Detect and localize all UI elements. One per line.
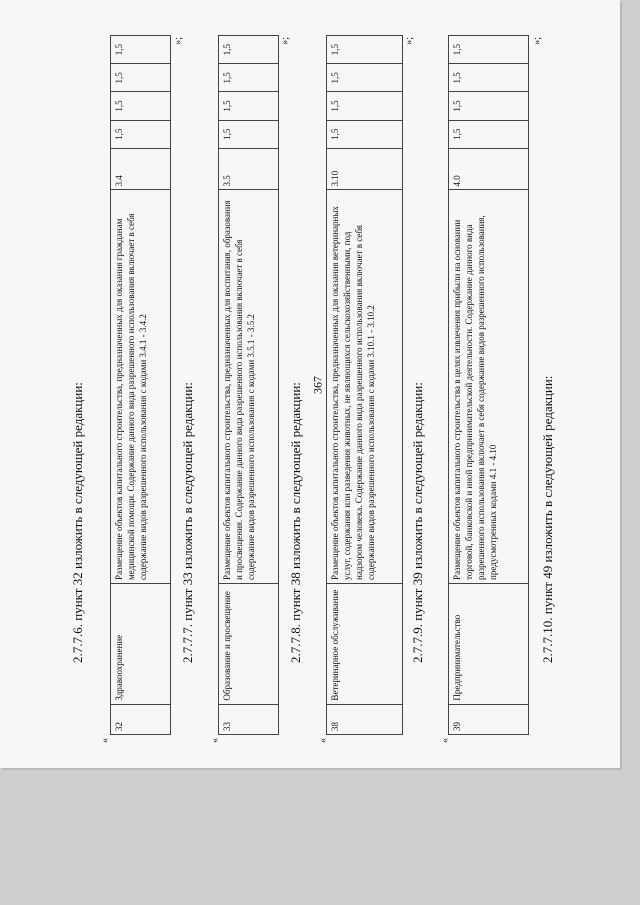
- table-row: [448, 35, 529, 735]
- quote-open: «: [210, 738, 221, 743]
- row-value: 1,5: [111, 92, 171, 120]
- table-row: [110, 35, 171, 735]
- table-row: [326, 35, 403, 735]
- section-heading: 2.7.7.9. пункт 39 изложить в следующей редакции:: [410, 382, 425, 663]
- row-code: 4.0: [449, 148, 529, 190]
- quote-open: «: [100, 738, 111, 743]
- row-value: 1,5: [219, 92, 279, 120]
- section-heading: 2.7.7.10. пункт 49 изложить в следующей редакции:: [540, 375, 555, 663]
- quote-close: »;: [280, 37, 291, 45]
- section-heading: 2.7.7.7. пункт 33 изложить в следующей редакции:: [180, 382, 195, 663]
- row-description: Размещение объектов капитального строительства, предназначенных для оказания гражданам медицинской помощи. Содержание данного вида разрешенного использования включает в себя содержание видов разрешенного использования с кодами 3.4.1 - 3.4.2: [111, 190, 171, 583]
- row-value: 1,5: [327, 92, 403, 120]
- section-heading: 2.7.7.8. пункт 38 изложить в следующей редакции:: [288, 382, 303, 663]
- row-value: 1,5: [449, 92, 529, 120]
- row-value: 1,5: [111, 36, 171, 64]
- row-description: Размещение объектов капитального строительства в целях извлечения прибыли на основании торговой, банковской и иной предпринимательской деятельности. Содержание данного вида разрешенного использования включает в себя содержание видов разрешенного использования, предусмотренных кодами 4.1 - 4.10: [449, 190, 529, 583]
- quote-close: »;: [532, 37, 543, 45]
- row-value: 1,5: [449, 36, 529, 64]
- page-number: 367: [310, 376, 325, 394]
- row-value: 1,5: [111, 64, 171, 92]
- section-heading: 2.7.7.6. пункт 32 изложить в следующей редакции:: [70, 382, 85, 663]
- row-value: 1,5: [219, 64, 279, 92]
- row-number: 32: [111, 704, 171, 734]
- quote-open: «: [440, 738, 451, 743]
- row-value: 1,5: [449, 120, 529, 148]
- row-number: 38: [327, 704, 403, 734]
- row-name: Здравоохранение: [111, 583, 171, 704]
- rotated-content: [60, 35, 580, 743]
- row-number: 39: [449, 704, 529, 734]
- row-value: 1,5: [449, 64, 529, 92]
- row-code: 3.5: [219, 148, 279, 190]
- row-code: 3.10: [327, 148, 403, 190]
- quote-open: «: [318, 738, 329, 743]
- table-row: [218, 35, 279, 735]
- row-value: 1,5: [327, 120, 403, 148]
- row-value: 1,5: [219, 120, 279, 148]
- row-name: Образование и просвещение: [219, 583, 279, 704]
- row-name: Ветеринарное обслуживание: [327, 583, 403, 704]
- row-value: 1,5: [219, 36, 279, 64]
- row-value: 1,5: [327, 64, 403, 92]
- row-name: Предпринимательство: [449, 583, 529, 704]
- row-value: 1,5: [111, 120, 171, 148]
- row-value: 1,5: [327, 36, 403, 64]
- row-code: 3.4: [111, 148, 171, 190]
- quote-close: »;: [173, 37, 184, 45]
- row-description: Размещение объектов капитального строительства, предназначенных для воспитания, образования и просвещения. Содержание данного вида разрешенного использования включает в себя содержание видов разрешенного использования с кодами 3.5.1 - 3.5.2: [219, 190, 279, 583]
- quote-close: »;: [404, 37, 415, 45]
- row-number: 33: [219, 704, 279, 734]
- row-description: Размещение объектов капитального строительства, предназначенных для оказания ветеринарных услуг, содержания или разведения животных, не являющихся сельскохозяйственными, под надзором человека. Содержание данного вида разрешенного использования включает в себя содержание видов разрешенного использования с кодами 3.10.1 - 3.10.2: [327, 190, 403, 583]
